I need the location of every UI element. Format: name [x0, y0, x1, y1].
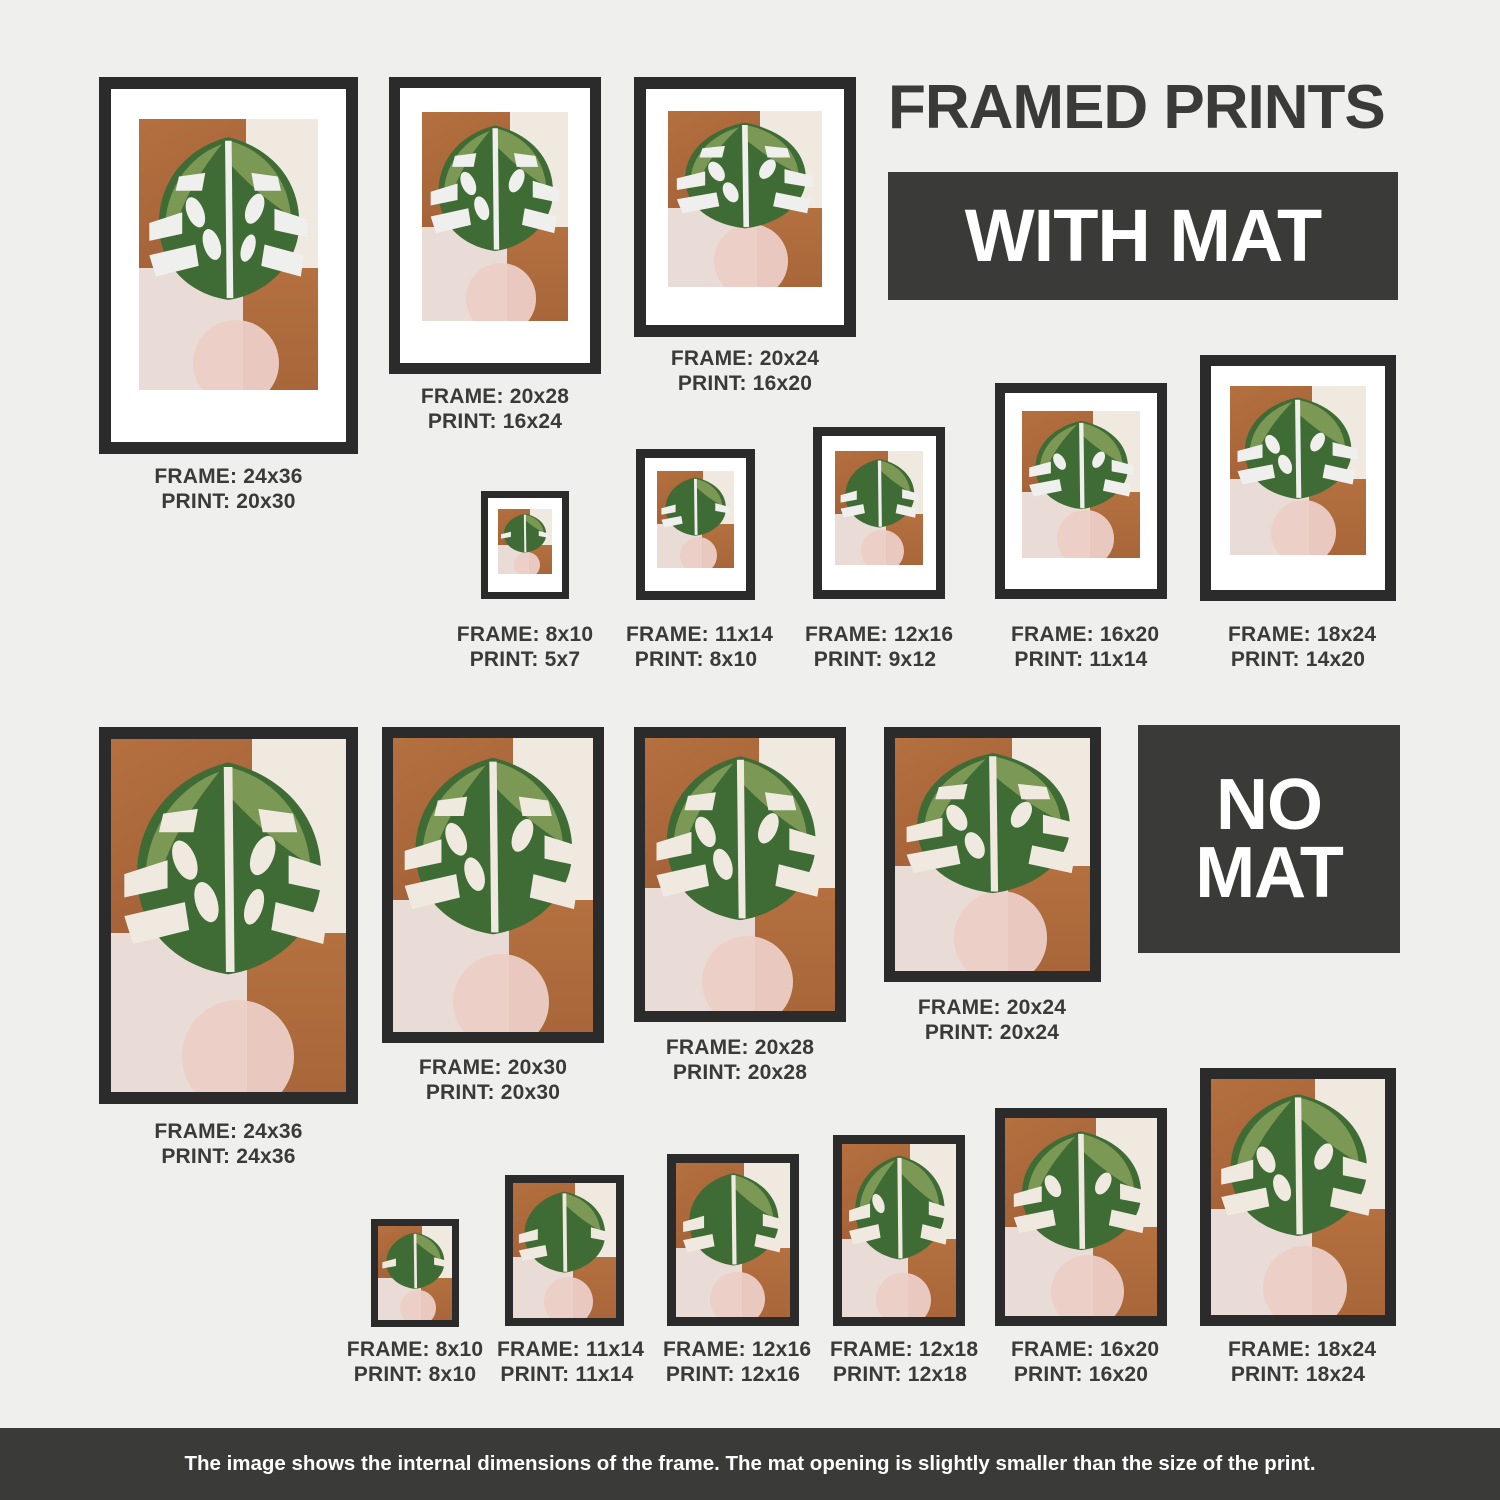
frame-label: FRAME: 20x28 [665, 1036, 815, 1059]
frame-border [371, 1219, 459, 1327]
artwork [111, 739, 346, 1092]
artwork [835, 451, 923, 565]
caption-no-mat-11x14 [497, 1338, 645, 1388]
frame-label: FRAME: 8x10 [456, 623, 594, 646]
monstera-leaf-icon [500, 512, 550, 555]
print-label: PRINT: 9x12 [813, 647, 937, 671]
frame-label: FRAME: 12x16 [805, 623, 954, 646]
monstera-leaf-icon [660, 475, 731, 539]
caption-with-mat-16x20 [1011, 623, 1160, 673]
heading-framed-prints: FRAMED PRINTS [888, 73, 1385, 142]
monstera-leaf-icon [120, 753, 336, 986]
artwork [498, 509, 552, 574]
frame-no-mat-16x20[interactable] [995, 1108, 1167, 1326]
monstera-leaf-icon [1218, 1088, 1378, 1244]
monstera-leaf-icon [903, 747, 1082, 901]
artwork [668, 111, 822, 287]
print-label: PRINT: 24x36 [161, 1144, 296, 1168]
frame-with-mat-18x24[interactable] [1200, 355, 1396, 601]
frame-with-mat-20x24[interactable] [634, 77, 856, 337]
frame-border [382, 727, 604, 1043]
frame-with-mat-16x20[interactable] [995, 383, 1167, 599]
caption-with-mat-12x16 [805, 623, 954, 673]
caption-with-mat-20x24 [625, 347, 865, 397]
frame-with-mat-24x36[interactable] [99, 77, 358, 454]
heading-no-mat [1138, 725, 1400, 953]
mat-board [645, 458, 746, 591]
print-label: PRINT: 20x30 [425, 1080, 561, 1104]
caption-no-mat-24x36 [99, 1120, 358, 1170]
frame-label: FRAME: 12x18 [830, 1338, 979, 1361]
frame-border [636, 449, 755, 600]
frame-label: FRAME: 11x14 [497, 1338, 645, 1361]
print-label: PRINT: 12x16 [665, 1362, 801, 1386]
monstera-leaf-icon [681, 1169, 786, 1271]
heading-no-mat-line1: NO [1216, 764, 1322, 845]
frame-label: FRAME: 18x24 [1228, 623, 1377, 646]
monstera-leaf-icon [517, 1188, 612, 1277]
artwork [422, 112, 568, 321]
frame-no-mat-20x30[interactable] [382, 727, 604, 1043]
print-label: PRINT: 14x20 [1230, 647, 1366, 671]
artwork [676, 1163, 790, 1317]
artwork [645, 738, 835, 1011]
mat-board [1211, 366, 1385, 590]
monstera-leaf-icon [1235, 393, 1360, 505]
frame-border [481, 491, 569, 599]
frame-no-mat-12x18[interactable] [833, 1135, 965, 1326]
artwork [513, 1183, 616, 1318]
caption-no-mat-20x28 [620, 1036, 860, 1086]
monstera-leaf-icon [401, 750, 585, 944]
frame-with-mat-8x10[interactable] [481, 491, 569, 599]
monstera-leaf-icon [653, 749, 828, 929]
heading-no-mat-line2: MAT [1195, 833, 1343, 913]
monstera-leaf-icon [381, 1230, 449, 1292]
frame-border [813, 427, 945, 599]
frame-label: FRAME: 12x16 [663, 1338, 812, 1361]
artwork [657, 471, 734, 568]
frame-label: FRAME: 16x20 [1011, 623, 1160, 646]
monstera-leaf-icon [1011, 1126, 1151, 1257]
frame-label: FRAME: 20x24 [670, 347, 820, 370]
monstera-leaf-icon [146, 130, 311, 309]
print-label: PRINT: 11x14 [1014, 647, 1148, 671]
mat-board [111, 89, 346, 442]
frame-border [389, 77, 601, 374]
artwork [393, 738, 593, 1032]
mat-board [822, 436, 936, 590]
frame-no-mat-11x14[interactable] [505, 1175, 624, 1326]
mat-board [646, 89, 844, 325]
frame-no-mat-20x28[interactable] [634, 727, 846, 1022]
caption-with-mat-20x28 [375, 385, 615, 435]
caption-no-mat-18x24 [1228, 1338, 1377, 1388]
frame-border [995, 383, 1167, 599]
artwork [1230, 386, 1366, 555]
frame-label: FRAME: 20x28 [420, 385, 570, 408]
frame-no-mat-12x16[interactable] [667, 1154, 799, 1326]
monstera-leaf-icon [674, 118, 816, 234]
print-label: PRINT: 8x10 [634, 647, 758, 671]
caption-with-mat-8x10 [455, 623, 595, 673]
heading-with-mat: WITH MAT [888, 172, 1398, 300]
caption-with-mat-18x24 [1228, 623, 1377, 673]
frame-label: FRAME: 24x36 [154, 1120, 303, 1143]
caption-no-mat-8x10 [345, 1338, 485, 1388]
caption-with-mat-11x14 [626, 623, 774, 673]
frame-with-mat-11x14[interactable] [636, 449, 755, 600]
mat-board [400, 88, 590, 363]
print-label: PRINT: 12x18 [832, 1362, 968, 1386]
print-label: PRINT: 18x24 [1230, 1362, 1366, 1386]
print-label: PRINT: 5x7 [469, 647, 581, 671]
frame-no-mat-8x10[interactable] [371, 1219, 459, 1327]
frame-no-mat-18x24[interactable] [1200, 1068, 1396, 1326]
artwork [842, 1144, 956, 1317]
print-label: PRINT: 16x24 [427, 409, 563, 433]
frame-border [99, 77, 358, 454]
caption-no-mat-12x16 [663, 1338, 812, 1388]
print-label: PRINT: 16x20 [1013, 1362, 1149, 1386]
print-label: PRINT: 11x14 [500, 1362, 634, 1386]
print-label: PRINT: 8x10 [353, 1362, 477, 1386]
frame-border [1200, 1068, 1396, 1326]
caption-no-mat-20x30 [373, 1056, 613, 1106]
monstera-leaf-icon [839, 456, 920, 531]
artwork [378, 1226, 452, 1320]
frame-border [667, 1154, 799, 1326]
monstera-leaf-icon [1027, 417, 1136, 514]
frame-with-mat-12x16[interactable] [813, 427, 945, 599]
frame-border [1200, 355, 1396, 601]
frame-border [505, 1175, 624, 1326]
frame-label: FRAME: 11x14 [626, 623, 774, 646]
artwork [895, 738, 1090, 971]
frame-border [995, 1108, 1167, 1326]
caption-with-mat-24x36 [99, 465, 358, 515]
artwork [139, 119, 318, 390]
monstera-leaf-icon [428, 120, 562, 258]
frame-no-mat-20x24[interactable] [884, 727, 1101, 982]
artwork [1005, 1118, 1157, 1316]
artwork [1211, 1079, 1385, 1315]
frame-label: FRAME: 16x20 [1011, 1338, 1160, 1361]
frame-border [833, 1135, 965, 1326]
print-label: PRINT: 20x24 [924, 1020, 1060, 1044]
frame-border [634, 77, 856, 337]
frame-label: FRAME: 20x24 [917, 996, 1067, 1019]
caption-no-mat-12x18 [830, 1338, 979, 1388]
print-label: PRINT: 20x28 [672, 1060, 808, 1084]
caption-no-mat-20x24 [872, 996, 1112, 1046]
frame-with-mat-20x28[interactable] [389, 77, 601, 374]
frame-label: FRAME: 18x24 [1228, 1338, 1377, 1361]
print-label: PRINT: 16x20 [677, 371, 813, 395]
footer-note-text: The image shows the internal dimensions of the frame. The mat opening is slightly smaller than the size of the print. [184, 1452, 1316, 1475]
frame-border [634, 727, 846, 1022]
frame-border [884, 727, 1101, 982]
footer-note-bar [0, 1428, 1500, 1500]
print-label: PRINT: 20x30 [161, 489, 296, 513]
mat-board [1005, 393, 1157, 589]
caption-no-mat-16x20 [1011, 1338, 1160, 1388]
artwork [1022, 411, 1140, 558]
frame-border [99, 727, 358, 1104]
frame-no-mat-24x36[interactable] [99, 727, 358, 1104]
mat-board [488, 498, 562, 592]
monstera-leaf-icon [847, 1151, 952, 1265]
frame-label: FRAME: 24x36 [154, 465, 303, 488]
frame-label: FRAME: 20x30 [418, 1056, 568, 1079]
frame-label: FRAME: 8x10 [346, 1338, 484, 1361]
